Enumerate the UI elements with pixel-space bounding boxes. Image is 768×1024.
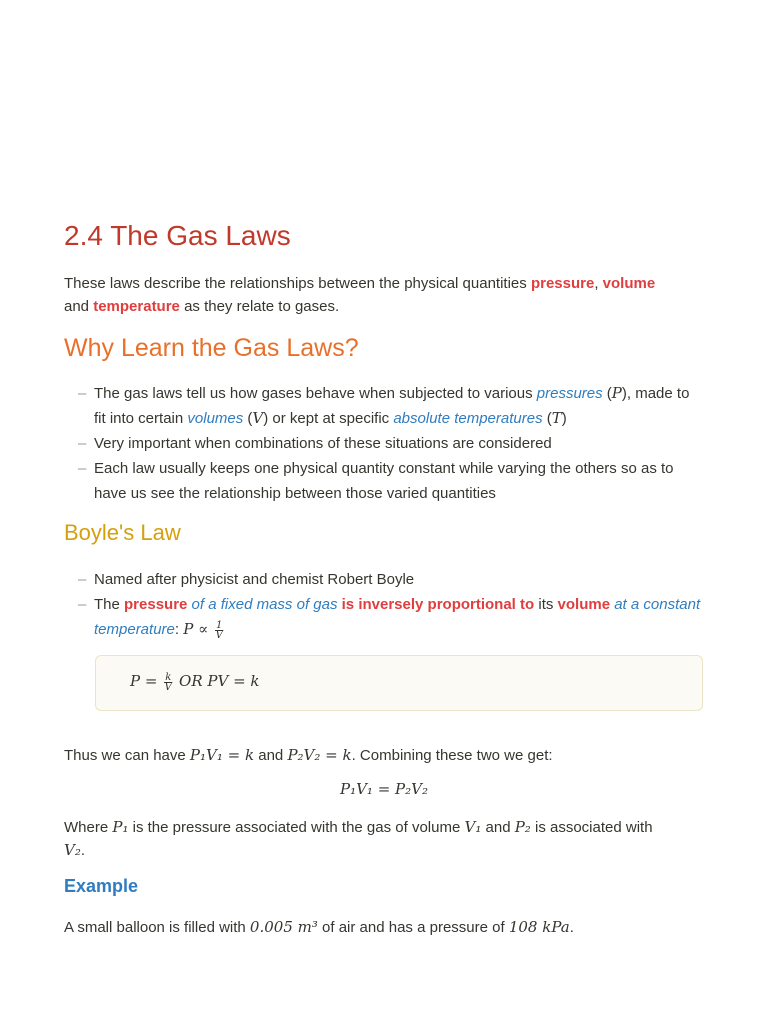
text: : bbox=[174, 621, 184, 638]
term-absolute-temperatures: absolute temperatures bbox=[393, 410, 543, 427]
intro-text-end: as they relate to gases. bbox=[179, 298, 340, 315]
text: Where bbox=[64, 819, 113, 836]
fraction bbox=[215, 621, 223, 640]
math-pressure: 108 kPa bbox=[508, 918, 570, 936]
highlight-volume: volume bbox=[602, 275, 656, 292]
math-p1: P₁ bbox=[112, 818, 129, 836]
why-list bbox=[64, 381, 704, 506]
math-rhs: OR PV = k bbox=[174, 672, 260, 690]
boyle-heading: Boyle's Law bbox=[64, 520, 181, 545]
text: ), made to fit into certain bbox=[94, 385, 690, 427]
formula-callout bbox=[95, 655, 703, 711]
term-pressures: pressures bbox=[536, 385, 603, 402]
text: ( bbox=[243, 410, 253, 427]
fraction-numerator: k bbox=[165, 671, 172, 683]
text: is the pressure associated with the gas of volume bbox=[128, 819, 465, 836]
math-proportional: P ∝ bbox=[183, 620, 213, 638]
math-p: P bbox=[611, 384, 622, 402]
term-constant-temperature: at a constant temperature bbox=[94, 596, 701, 638]
math-v: V bbox=[252, 409, 264, 427]
text: is associated with bbox=[530, 819, 653, 836]
fraction-numerator: 1 bbox=[216, 619, 223, 631]
text: ) bbox=[561, 410, 567, 427]
where-paragraph bbox=[64, 816, 704, 862]
term-volumes: volumes bbox=[187, 410, 244, 427]
text: Thus we can have bbox=[64, 747, 190, 764]
combined-equation: P₁V₁ = P₂V₂ bbox=[339, 780, 428, 798]
term-fixed-mass: of a fixed mass of gas bbox=[187, 596, 338, 613]
highlight-pressure: pressure bbox=[530, 275, 595, 292]
list-item: – Each law usually keeps one physical quantity constant while varying the others so as to have us see the relationship between those varied quantities bbox=[64, 456, 704, 506]
text: . bbox=[569, 919, 574, 936]
math-v1: V₁ bbox=[464, 818, 482, 836]
highlight-pressure: pressure bbox=[124, 596, 188, 613]
intro-comma: , bbox=[594, 275, 603, 292]
text: ( bbox=[602, 385, 612, 402]
math-eq1: P₁V₁ = k bbox=[189, 746, 255, 764]
text: and bbox=[254, 747, 288, 764]
thus-paragraph bbox=[64, 744, 553, 767]
list-item: – Very important when combinations of these situations are considered bbox=[64, 431, 704, 456]
text: . Combining these two we get: bbox=[351, 747, 553, 764]
math-lhs: P = bbox=[130, 672, 163, 690]
intro-text: These laws describe the relationships between the physical quantities bbox=[64, 275, 531, 292]
list-item: – Named after physicist and chemist Robert Boyle bbox=[64, 567, 704, 592]
text: The bbox=[94, 596, 125, 613]
math-v2: V₂ bbox=[64, 841, 81, 859]
why-heading: Why Learn the Gas Laws? bbox=[64, 334, 359, 362]
text: The gas laws tell us how gases behave when subjected to various bbox=[94, 385, 537, 402]
boyle-list bbox=[64, 567, 704, 642]
highlight-inversely-proportional: is inversely proportional to bbox=[337, 596, 535, 613]
fraction-denominator: V bbox=[164, 681, 172, 693]
math-volume: 0.005 m³ bbox=[249, 918, 318, 936]
intro-paragraph bbox=[64, 272, 704, 318]
list-item bbox=[64, 381, 704, 431]
math-eq2: P₂V₂ = k bbox=[287, 746, 352, 764]
math-t: T bbox=[551, 409, 562, 427]
page-title: 2.4 The Gas Laws bbox=[64, 220, 291, 251]
text: and bbox=[481, 819, 515, 836]
highlight-volume: volume bbox=[557, 596, 611, 613]
fraction-denominator: V bbox=[215, 629, 223, 641]
list-item bbox=[64, 592, 704, 642]
text: ( bbox=[542, 410, 552, 427]
text: . bbox=[80, 842, 86, 859]
text: its bbox=[534, 596, 558, 613]
fraction bbox=[164, 673, 172, 692]
text: ) or kept at specific bbox=[263, 410, 394, 427]
highlight-temperature: temperature bbox=[93, 298, 180, 315]
text: A small balloon is filled with bbox=[64, 919, 250, 936]
example-paragraph bbox=[64, 916, 574, 939]
text: of air and has a pressure of bbox=[317, 919, 509, 936]
intro-and: and bbox=[64, 298, 94, 315]
callout-formula bbox=[130, 672, 260, 692]
math-p2: P₂ bbox=[514, 818, 531, 836]
example-heading: Example bbox=[64, 876, 139, 896]
